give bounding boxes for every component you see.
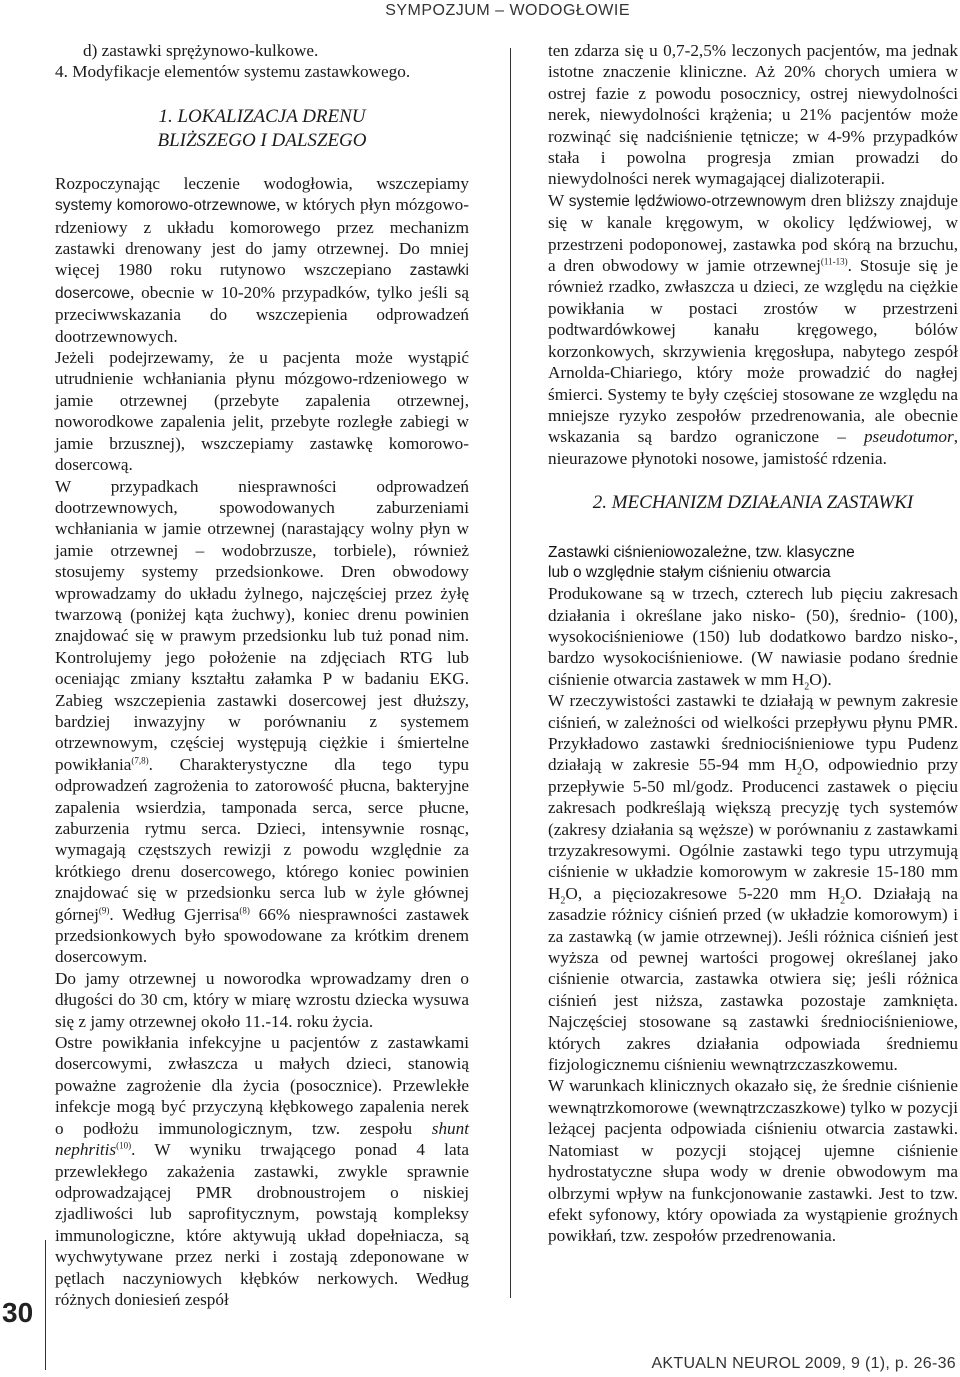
paragraph [55,1032,469,1310]
page-number-rule [45,1240,46,1370]
text-run: . Według Gjerrisa [109,904,240,924]
text-run: 66% niesprawności zastawek przedsionkowych było spowodowane za krótkim drenem dosercowym. [55,904,469,967]
text-run: , obecnie w 10-20% przypadków, tylko jeśli są przeciwwskazania do wszczepienia odprowadzeń dootrzewnowych. [55,282,469,346]
citation: (9) [98,904,110,915]
paragraph: W warunkach klinicznych okazało się, że średnie ciśnienie wewnątrzkomorowe (wewnątrzczaszkowe) tylko w pozycji leżącej pacjenta odpowiada ciśnieniu otwarcia zastawki. Natomiast w pozycji stojącej ujemne ciśnienie hydrostatyczne słupa wody w drenie obwodowym ma olbrzymi wpływ na funkcjonowanie zastawki. Jest to tzw. efekt syfonowy, który opowiada za wystąpienie groźnych powikłań, tzw. zespołów przedrenowania. [548,1076,958,1246]
running-header: SYMPOZJUM – WODOGŁOWIE [385,2,630,19]
paragraph [548,190,958,469]
paragraph: ten zdarza się u 0,7-2,5% leczonych pacjentów, ma jednak istotne znaczenie kliniczne. Aż 20% chorych umiera w ostrej fazie z powodu posocznicy, ostrej niewydolności nerek, niewydolności krążenia; u 21% pacjentów może rozwinąć się nadciśnienie tętnicze; w 4-9% przypadków stała i powolna progresja zmian prowadzi do niewydolności nerek wymagającej dializoterapii. [548,41,958,189]
paragraph [55,173,469,347]
right-column [548,40,958,1247]
text-run: Ostre powikłania infekcyjne u pacjentów z zastawkami dosercowymi, zwłaszcza u małych dzieci, stanowią poważne zagrożenie dla życia (posocznice). Przewlekłe infekcje mogą być przyczyną kłębkowego zapalenia nerek o podłożu immunologicznym, tzw. zespołu [55,1033,469,1138]
citation: (10) [116,1140,132,1151]
text-run: , nieurazowe płynotoki nosowe, jamistość rdzenia. [548,427,958,468]
text-run: Produkowane są w trzech, czterech lub pięciu zakresach działania i określane jako nisko- (50), średnio- (100), wysokociśnieniowe (150) lub dodatkowo bardzo nisko-, bardzo wysokociśnieniowe. (W nawiasie podano średnie ciśnienie otwarcia zastawek w mm H [548,584,958,689]
paragraph: Do jamy otrzewnej u noworodka wprowadzamy dren o długości do 30 cm, który w miarę wzrostu dziecka wysuwa się z jamy otrzewnej około 11.-14. roku życia. [55,968,469,1031]
subsection-title-line1: Zastawki ciśnieniowozależne, tzw. klasyczne [548,544,855,562]
section-2-title: 2. MECHANIZM DZIAŁANIA ZASTAWKI [592,492,914,514]
emphasis-term: zastawki dosercowe [55,262,469,302]
section-1-title-line2: BLIŻSZEGO I DALSZEGO [157,129,367,151]
subscript: 2 [804,681,810,693]
text-run: , w których płyn mózgowo-rdzeniowy z układu komorowego przez mechanizm zastawki drenowany jest do jamy otrzewnej. Do mniej więcej 1980 roku rutynowo wszczepiano [55,195,470,280]
text-run: W przypadkach niesprawności odprowadzeń dootrzewnowych, spowodowanych zaburzeniami wchłaniania w jamie otrzewnej (narastający wolny płyn w jamie otrzewnej – wodobrzusze, torbiele), również stosujemy systemy przedsionkowe. Dren obwodowy wprowadzamy do układu żylnego, najczęściej przez żyłę twarzową (poniżej kąta żuchwy), koniec drenu powinien znajdować się w prawym przedsionku lub tuż ponad nim. Kontrolujemy jego położenie na zdjęciach RTG lub oceniając zmiany kształtu załamka P w badaniu EKG. Zabieg wszczepienia zastawki dosercowej jest dłuższy, bardziej inwazyjny w porównaniu z systemem otrzewnowym, częściej występują ciężkie i śmiertelne powikłania [55,476,469,774]
text-run: O, odpowiednio przy przepływie 5-50 ml/godz. Producenci zastawek o pięciu zakresach podkreślają większą precyzję tych systemów (zakresy działania są węższe) w porównaniu z zastawkami trzyzakresowymi. Ogólnie zastawki tego typu utrzymują ciśnienie w układzie komorowym w zakresie 15-180 mm H [548,755,958,903]
text-run: . Stosuje się je również rzadko, zwłaszcza u dzieci, ze względu na ciężkie powikłania w postaci zrostów w przestrzeni podtwardówkowej kanału kręgowego, bólów korzonkowych, skrzywienia kręgosłupa, nabytego zespół Arnolda-Chiariego, który może prowadzić do nagłej śmierci. Systemy te były częściej stosowane ze względu na mniejsze ryzyko zespołów przedrenowania, ale obecnie wskazania są bardzo ograniczone – [548,256,958,447]
paragraph [548,583,958,693]
text-run: Rozpoczynając leczenie wodogłowia, wszczepiamy [55,173,469,193]
list-item-d: d) zastawki sprężynowo-kulkowe. [83,41,319,60]
text-run: O, a pięciozakresowe 5-220 mm H [565,883,841,903]
journal-footer: AKTUALN NEUROL 2009, 9 (1), p. 26-36 [651,1355,956,1372]
text-run: W rzeczywistości zastawki te działają w pewnym zakresie ciśnień, w zależności od wielkości przepływu płynu PMR. Przykładowo zastawki średniociśnieniowe typu Pudenz działają w zakresie 55-94 mm H [548,691,958,775]
paragraph [55,476,469,968]
emphasis-term: systemie lędźwiowo-otrzewnowym [568,192,807,210]
section-1-title-line1: 1. LOKALIZACJA DRENU [158,105,366,127]
text-run: O). [809,669,832,689]
citation: (8) [239,904,250,915]
text-run: dren bliższy znajduje się w kanale kręgowym, w okolicy lędźwiowej, w przestrzeni podoponowej, zastawka pod skórą na brzuchu, a dren obwodowy w jamie otrzewnej [548,190,958,276]
paragraph [548,690,958,1075]
citation: (7,8) [131,755,149,766]
subscript: 2 [796,766,802,778]
page-number: 30 [2,1297,34,1328]
section-1-title [55,105,469,153]
list-item-4: 4. Modyfikacje elementów systemu zastawkowego. [55,62,411,82]
emphasis-term: systemy komorowo-otrzewnowe [55,197,277,215]
text-run: . W wyniku trwającego ponad 4 lata przewlekłego zakażenia zastawki, zwykle sprawnie odprowadzającej PMR drobnoustrojem o niskiej zjadliwości lub saprofitycznym, powstają kompleksy immunologiczne, które aktywują układ dopełniacza, są wychwytywane przez nerki i zostają zdeponowane w pętlach naczyniowych kłębków nerkowych. Według różnych doniesień zespół [55,1140,469,1309]
subscript: 2 [840,895,846,907]
italic-term: shunt nephritis [55,1118,470,1160]
column-divider [510,48,511,1298]
text-run: . Charakterystyczne dla tego typu odprowadzeń zagrożenia to zatorowość płucna, bakteryjne zapalenia wsierdzia, tamponada serca, serce płucne, zaburzenia rytmu serca. Dzieci, intensywnie rosnąc, wymagają częstszych rewizji z powodu względnie za krótkiego drenu dosercowego, którego koniec powinien znajdować się w przedsionku serca lub w żyle głównej górnej [55,754,469,924]
paragraph: Jeżeli podejrzewamy, że u pacjenta może wystąpić utrudnienie wchłaniania płynu mózgowo-rdzeniowego w jamie otrzewnej (przebyte zapalenia otrzewnej, noworodkowe zapalenia jelit, przebyte rozległe zabiegi w jamie brzusznej), wszczepiamy zastawkę komorowo-dosercową. [55,348,469,475]
text-run: O. Działają na zasadzie różnicy ciśnień przed (w układzie komorowym) i za zastawką (w jamie otrzewnej). Jeśli różnica ciśnień jest wyższa od pewnej wartości progowej określanej jako ciśnienie otwarcia, zastawka otwiera się; jeśli różnica ciśnień jest niższa, zastawka pozostaje zamknięta. Najczęściej stosowane są zastawki średniociśnieniowe, których zakres działania odpowiada średniemu fizjologicznemu ciśnieniu wewnątrzczaszkowemu. [548,883,959,1075]
italic-term: pseudotumor [863,427,954,447]
subscript: 2 [560,895,566,907]
text-run: W [548,190,564,210]
citation: (11-13) [820,256,848,267]
subsection-title [548,543,958,583]
left-column [55,40,469,1310]
subsection-title-line2: lub o względnie stałym ciśnieniu otwarcia [548,564,831,582]
